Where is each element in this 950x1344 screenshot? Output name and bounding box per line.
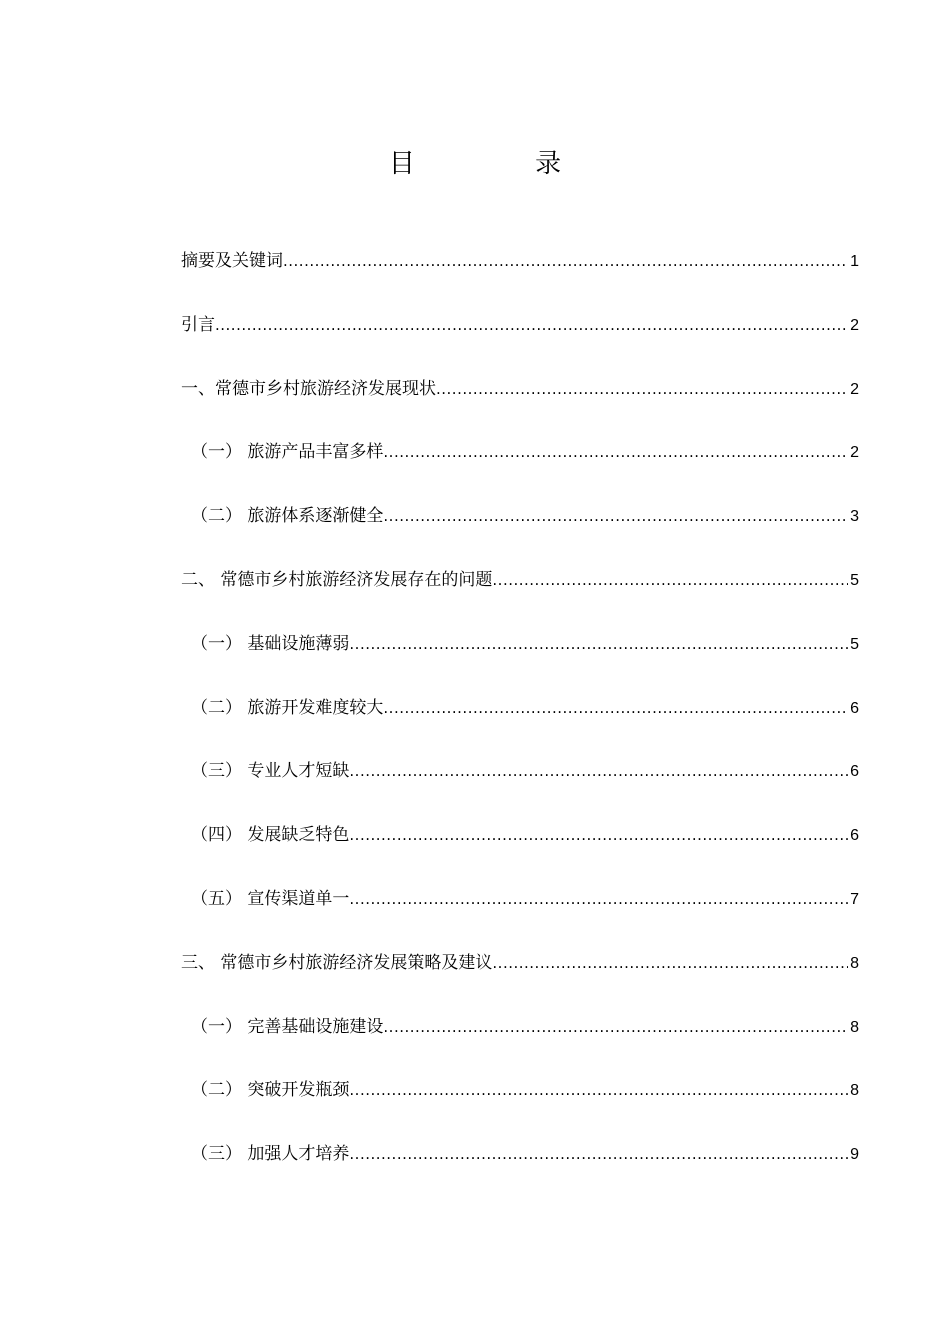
- toc-dot-leader: [383, 695, 848, 721]
- toc-dot-leader: [349, 1077, 848, 1103]
- toc-subentry[interactable]: [181, 758, 859, 822]
- toc-subentry[interactable]: [181, 1141, 859, 1205]
- toc-entry[interactable]: [181, 248, 859, 312]
- toc-dot-leader: [492, 950, 848, 976]
- toc-page-number: 5: [850, 635, 859, 653]
- toc-page-number: 6: [850, 763, 859, 781]
- toc-dot-leader: [349, 822, 848, 848]
- toc-entry-text: （二） 旅游开发难度较大: [191, 697, 384, 718]
- toc-page-number: 6: [850, 827, 859, 845]
- toc-entry[interactable]: [181, 376, 859, 440]
- toc-dot-leader: [283, 248, 848, 274]
- toc-subentry[interactable]: [181, 822, 859, 886]
- toc-page-number: 8: [850, 954, 859, 972]
- toc-entry-text: （二） 旅游体系逐渐健全: [191, 506, 384, 527]
- toc-dot-leader: [383, 503, 848, 529]
- toc-subentry[interactable]: [181, 1077, 859, 1141]
- toc-entry-text: 摘要及关键词: [181, 251, 283, 271]
- toc-page-number: 8: [850, 1018, 859, 1036]
- toc-page-number: 1: [850, 253, 859, 270]
- toc-entry-text: 一、常德市乡村旅游经济发展现状: [181, 378, 436, 399]
- toc-page-number: 3: [850, 508, 859, 526]
- toc-page-number: 9: [850, 1146, 859, 1164]
- toc-entry-text: （四） 发展缺乏特色: [191, 825, 350, 846]
- toc-entry-text: （一） 基础设施薄弱: [191, 633, 350, 654]
- toc-entry-text: （二） 突破开发瓶颈: [191, 1080, 350, 1101]
- toc-entry-text: （三） 加强人才培养: [191, 1144, 350, 1165]
- toc-dot-leader: [349, 1141, 848, 1167]
- toc-subentry[interactable]: [181, 1014, 859, 1078]
- toc-dot-leader: [215, 312, 848, 338]
- toc-entry-text: 引言: [181, 314, 215, 335]
- toc-page-number: 7: [850, 890, 859, 908]
- toc-subentry[interactable]: [181, 695, 859, 759]
- toc-entry-text: （一） 完善基础设施建设: [191, 1016, 384, 1037]
- toc-entry-text: 二、 常德市乡村旅游经济发展存在的问题: [181, 569, 493, 590]
- toc-entry-text: （五） 宣传渠道单一: [191, 888, 350, 909]
- toc-page-number: 8: [850, 1082, 859, 1100]
- toc-dot-leader: [383, 1014, 848, 1040]
- page-title: 目 录: [388, 149, 618, 179]
- toc-dot-leader: [349, 631, 848, 657]
- toc-entry[interactable]: [181, 312, 859, 376]
- toc-entry-text: 三、 常德市乡村旅游经济发展策略及建议: [181, 952, 493, 973]
- toc-dot-leader: [436, 376, 848, 402]
- toc-entry[interactable]: [181, 567, 859, 631]
- toc-dot-leader: [349, 886, 848, 912]
- toc-page-number: 2: [850, 380, 859, 398]
- toc-subentry[interactable]: [181, 886, 859, 950]
- toc-page-number: 2: [850, 444, 859, 462]
- toc-subentry[interactable]: [181, 503, 859, 567]
- toc-page-number: 2: [850, 316, 859, 334]
- toc-subentry[interactable]: [181, 631, 859, 695]
- toc-dot-leader: [349, 758, 848, 784]
- toc-page-number: 5: [850, 571, 859, 589]
- toc-entry-text: （一） 旅游产品丰富多样: [191, 442, 384, 463]
- toc-dot-leader: [383, 439, 848, 465]
- toc-entry[interactable]: [181, 950, 859, 1014]
- table-of-contents: [181, 248, 859, 1205]
- toc-page-number: 6: [850, 699, 859, 717]
- toc-entry-text: （三） 专业人才短缺: [191, 761, 350, 782]
- toc-dot-leader: [492, 567, 848, 593]
- toc-subentry[interactable]: [181, 439, 859, 503]
